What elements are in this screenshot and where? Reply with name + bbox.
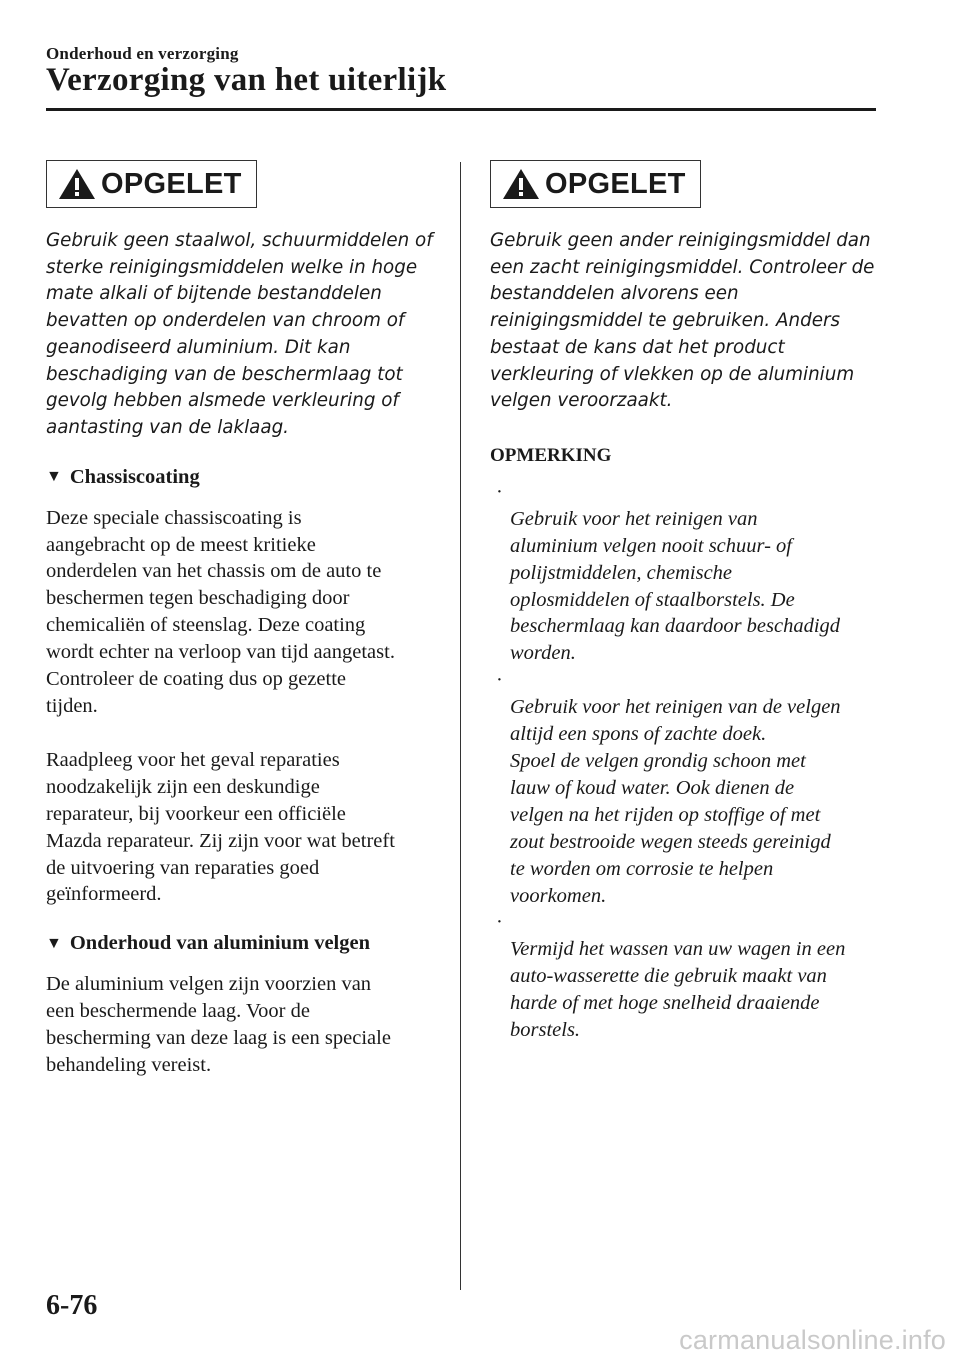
section-heading-label: Onderhoud van aluminium velgen: [69, 932, 371, 955]
right-column: [490, 160, 890, 1044]
title-rule: [46, 108, 876, 111]
caution-label: OPGELET: [101, 167, 242, 200]
paragraph: De aluminium velgen zijn voorzien van een beschermende laag. Voor de bescherming van deze laag is een speciale behandeling vereist.: [46, 973, 391, 1077]
caution-box: [46, 160, 257, 208]
page-title: Verzorging van het uiterlijk: [46, 62, 447, 98]
watermark: carmanualsonline.info: [679, 1325, 946, 1355]
note-item-text: Vermijd het wassen van uw wagen in een auto-wasserette die gebruik maakt van harde of met hoge snelheid draaiende borstels.: [510, 938, 846, 1042]
caution-text: Gebruik geen staalwol, schuurmiddelen of sterke reinigingsmiddelen welke in hoge mate alkali of bijtende bestanddelen bevatten op onderdelen van chroom of geanodiseerd aluminium. Dit kan beschadiging van de beschermlaag tot gevolg hebben alsmede verkleuring of aantasting van de laklaag.: [46, 230, 433, 438]
warning-triangle-icon: [57, 167, 97, 201]
caution-label: OPGELET: [545, 167, 686, 200]
section-heading-label: Chassiscoating: [69, 465, 200, 488]
caution-text: Gebruik geen ander reinigingsmiddel dan een zacht reinigingsmiddel. Controleer de bestanddelen alvorens een reinigingsmiddel te gebruiken. Anders bestaat de kans dat het product verkleuring of vlekken op de aluminium velgen veroorzaakt.: [490, 230, 875, 412]
left-column: [46, 160, 441, 1079]
section-heading: [46, 466, 441, 489]
paragraph: Raadpleeg voor het geval reparaties noodzakelijk zijn een deskundige reparateur, bij voorkeur een officiële Mazda reparateur. Zij zijn voor wat betreft de uitvoering van reparaties goed geïnformeerd.: [46, 748, 395, 906]
note-label: OPMERKING: [490, 444, 612, 466]
bullet-icon: ·: [496, 911, 503, 934]
bullet-icon: ·: [496, 480, 503, 503]
page-number: 6-76: [46, 1290, 98, 1321]
note-item-text: Gebruik voor het reinigen van de velgen altijd een spons of zachte doek. Spoel de velgen grondig schoon met lauw of koud water. Ook dienen de velgen na het rijden op stoffige of met zout bestrooide wegen steeds gereinigd te worden om corrosie te helpen voorkomen.: [510, 696, 841, 907]
note-item-text: Gebruik voor het reinigen van aluminium velgen nooit schuur- of polijstmiddelen, chemische oplosmiddelen of staalborstels. De beschermlaag kan daardoor beschadigd worden.: [510, 507, 841, 665]
triangle-down-icon: ▼: [46, 468, 62, 486]
warning-triangle-icon: [501, 167, 541, 201]
triangle-down-icon: ▼: [46, 934, 62, 952]
note-list: [490, 479, 890, 1044]
section-heading: [46, 932, 441, 955]
note-item: [490, 667, 890, 909]
column-divider: [460, 162, 461, 1290]
bullet-icon: ·: [496, 669, 503, 692]
caution-box: [490, 160, 701, 208]
section-label: Onderhoud en verzorging: [46, 44, 239, 63]
paragraph: Deze speciale chassiscoating is aangebracht op de meest kritieke onderdelen van het chassis om de auto te beschermen tegen beschadiging door chemicaliën of steenslag. Deze coating wordt echter na verloop van tijd aangetast. Controleer de coating dus op gezette tijden.: [46, 506, 395, 717]
note-item: [490, 479, 890, 667]
note-item: [490, 909, 890, 1044]
